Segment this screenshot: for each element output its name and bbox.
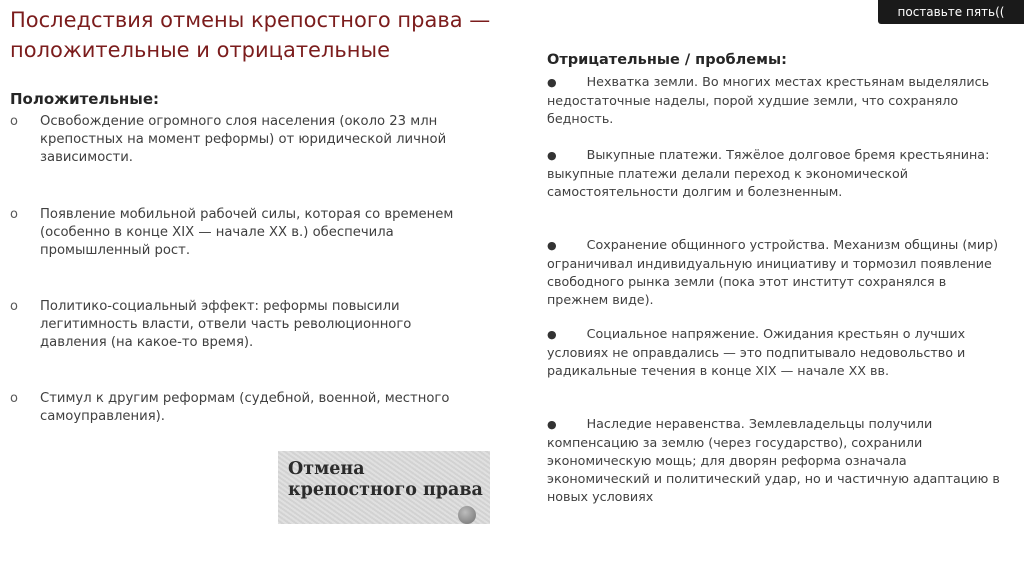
negative-item — [547, 236, 1007, 309]
positive-heading: Положительные: — [10, 90, 160, 108]
seal-icon — [458, 506, 476, 524]
positive-item — [10, 390, 480, 426]
book-cover-caption: Отмена крепостного права — [288, 459, 483, 500]
negative-item-text: Сохранение общинного устройства. Механизм общины (мир) ограничивал индивидуальную инициативу и тормозил появление свободного рынка земли (пока этот институт сохранялся в прежнем виде). — [547, 237, 999, 307]
negative-item-text: Нехватка земли. Во многих местах крестьянам выделялись недостаточные наделы, порой худшие земли, что сохраняло бедность. — [547, 74, 990, 126]
dot-bullet-icon: ● — [547, 239, 557, 252]
positive-item-text: Освобождение огромного слоя населения (около 23 млн крепостных на момент реформы) от юридической личной зависимости. — [40, 114, 447, 165]
negative-item — [547, 73, 1007, 128]
circle-bullet-icon: o — [10, 207, 18, 222]
positive-item-text: Стимул к другим реформам (судебной, военной, местного самоуправления). — [40, 391, 450, 424]
positive-item — [10, 113, 480, 167]
book-cover-image — [278, 451, 490, 524]
negative-item-text: Социальное напряжение. Ожидания крестьян о лучших условиях не оправдались — это подпитывало недовольство и радикальные течения в конце XIX — начале XX вв. — [547, 326, 966, 378]
negative-item-text: Наследие неравенства. Землевладельцы получили компенсацию за землю (через государство), сохранили экономическую мощь; для дворян реформа означала экономический и политический удар, но и частичную адаптацию в новых условиях — [547, 416, 1000, 504]
dot-bullet-icon: ● — [547, 76, 557, 89]
negative-item — [547, 415, 1007, 506]
positive-item — [10, 206, 480, 260]
rate-badge[interactable]: поставьте пять(( — [878, 0, 1024, 24]
dot-bullet-icon: ● — [547, 149, 557, 162]
negative-heading: Отрицательные / проблемы: — [547, 52, 787, 68]
negative-item — [547, 146, 1007, 201]
positive-item — [10, 298, 480, 352]
circle-bullet-icon: o — [10, 299, 18, 314]
dot-bullet-icon: ● — [547, 328, 557, 341]
circle-bullet-icon: o — [10, 114, 18, 129]
circle-bullet-icon: o — [10, 391, 18, 406]
positive-item-text: Политико-социальный эффект: реформы повысили легитимность власти, отвели часть революционного давления (на какое-то время). — [40, 299, 412, 350]
positive-item-text: Появление мобильной рабочей силы, которая со временем (особенно в конце XIX — начале XX в.) обеспечила промышленный рост. — [40, 207, 454, 258]
negative-item — [547, 325, 1007, 380]
negative-item-text: Выкупные платежи. Тяжёлое долговое бремя крестьянина: выкупные платежи делали переход к экономической самостоятельности долгим и болезненным. — [547, 147, 990, 199]
dot-bullet-icon: ● — [547, 418, 557, 431]
slide-title: Последствия отмены крепостного права — положительные и отрицательные — [10, 8, 491, 62]
